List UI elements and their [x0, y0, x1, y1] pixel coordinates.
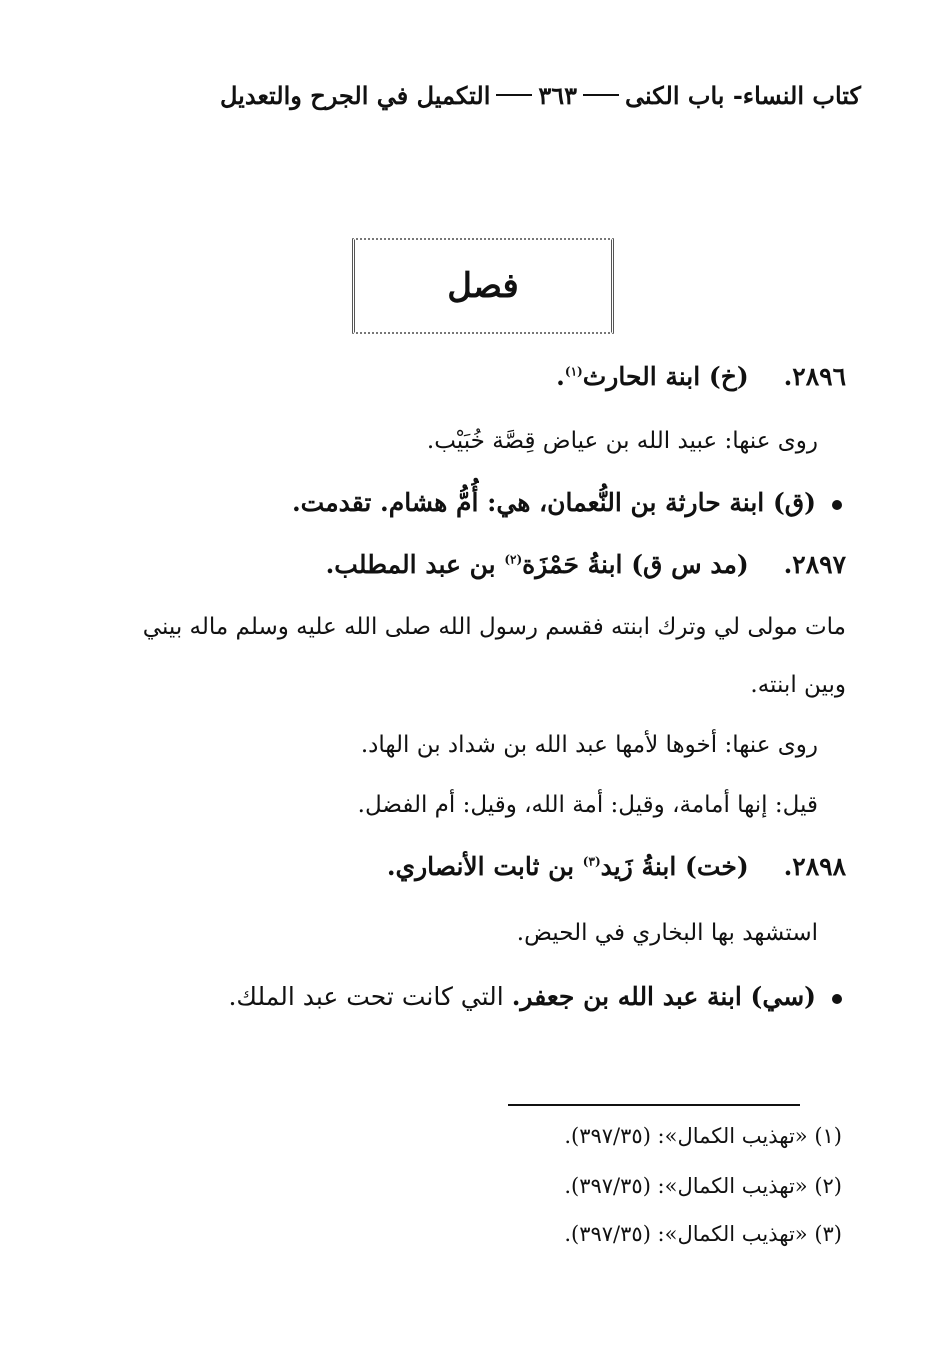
entry-2898-text: استشهد بها البخاري في الحيض.	[516, 920, 818, 946]
bullet-entry-2	[228, 982, 842, 1011]
footnote-2: (٢) «تهذيب الكمال»: (٣٩٧/٣٥).	[564, 1174, 842, 1198]
bullet-icon	[832, 994, 842, 1004]
footnote-marker: (١)	[564, 364, 583, 379]
header-dash	[496, 94, 532, 96]
bullet-entry-text: (سي) ابنة عبد الله بن جعفر.	[511, 982, 816, 1011]
section-heading: فصل	[447, 266, 519, 306]
entry-2897-text-line1: مات مولى لي وترك ابنته فقسم رسول الله صلى الله عليه وسلم ماله بيني	[142, 614, 846, 640]
section-heading-frame	[352, 238, 614, 334]
running-header	[220, 78, 861, 112]
entry-2897-heading	[326, 550, 846, 579]
header-page-number: ٣٦٣	[538, 80, 578, 110]
entry-number: ٢٨٩٧.	[783, 550, 846, 579]
entry-title: (خت) ابنةُ زَيد	[600, 852, 749, 881]
header-dash	[583, 94, 619, 96]
header-section: كتاب النساء- باب الكنى	[625, 80, 861, 110]
entry-title-rest: بن عبد المطلب.	[325, 550, 505, 579]
entry-number: ٢٨٩٦.	[783, 362, 846, 391]
entry-title-rest: بن ثابت الأنصاري.	[386, 852, 583, 881]
entry-2896-narrators: روى عنها: عبيد الله بن عياض قِصَّة خُبَيْب.	[426, 428, 818, 454]
footnote-separator	[508, 1104, 800, 1106]
bullet-entry-text-rest: التي كانت تحت عبد الملك.	[228, 982, 512, 1011]
entry-2897-narrators: روى عنها: أخوها لأمها عبد الله بن شداد بن الهاد.	[360, 732, 818, 758]
footnote-3: (٣) «تهذيب الكمال»: (٣٩٧/٣٥).	[564, 1222, 842, 1246]
entry-2897-names: قيل: إنها أمامة، وقيل: أمة الله، وقيل: أم الفضل.	[357, 792, 818, 818]
bullet-entry-text: (ق) ابنة حارثة بن النُّعمان، هي: أُمُّ هشام. تقدمت.	[291, 488, 816, 517]
entry-2898-heading	[387, 852, 846, 881]
bullet-icon	[832, 500, 842, 510]
entry-number: ٢٨٩٨.	[783, 852, 846, 881]
header-book-title: التكميل في الجرح والتعديل	[220, 80, 491, 110]
entry-title: (مد س ق) ابنةُ حَمْزَة	[522, 550, 749, 579]
footnote-marker: (٣)	[582, 854, 601, 869]
entry-title: (خ) ابنة الحارث	[582, 362, 749, 391]
footnote-marker: (٢)	[504, 552, 523, 567]
entry-2897-text-line2: وبين ابنته.	[750, 672, 846, 698]
header-middle	[490, 81, 625, 110]
bullet-entry-1	[292, 488, 842, 517]
entry-2896-heading: ٢٨٩٦. (خ) ابنة الحارث$^{(١)}$.	[556, 362, 846, 391]
footnote-1: (١) «تهذيب الكمال»: (٣٩٧/٣٥).	[564, 1124, 842, 1148]
